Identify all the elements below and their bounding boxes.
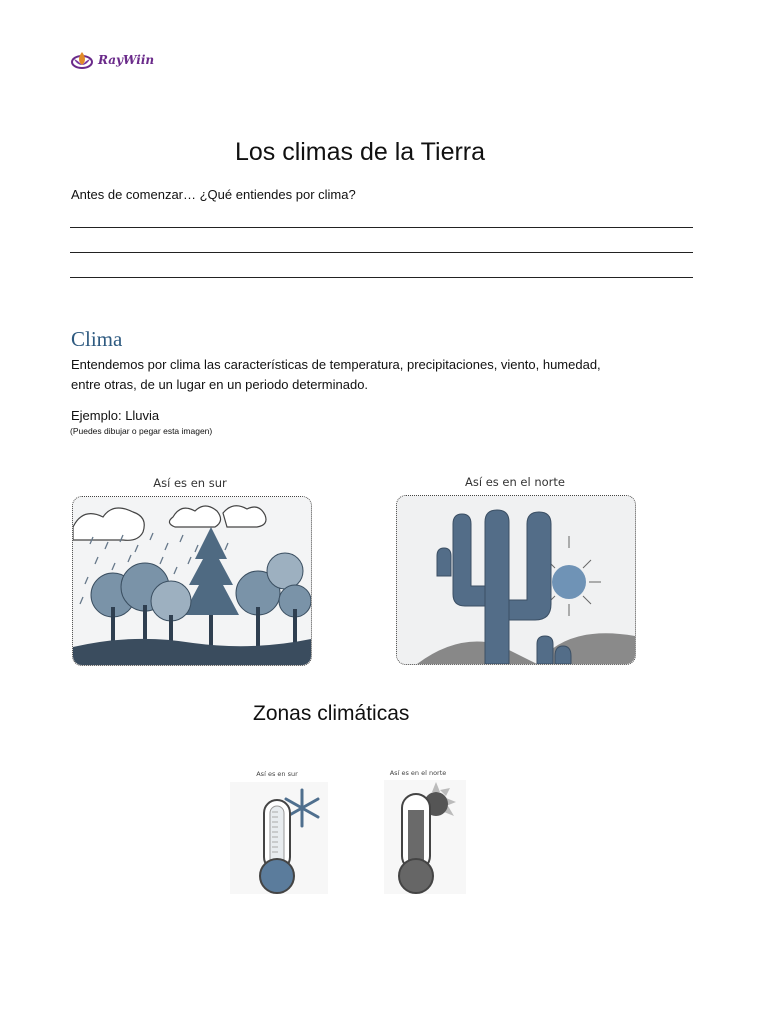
brand-logo	[70, 48, 154, 72]
desert-cactus-image	[397, 496, 635, 664]
intro-question: Antes de comenzar… ¿Qué entiendes por clima?	[71, 187, 356, 202]
answer-line[interactable]	[70, 227, 693, 228]
cold-thermometer-caption: Así es en sur	[256, 770, 298, 778]
answer-line[interactable]	[70, 252, 693, 253]
cold-thermometer-illustration	[230, 782, 328, 894]
section-heading-clima: Clima	[71, 327, 123, 351]
rain-forest-image	[73, 497, 311, 665]
hot-thermometer-illustration	[384, 780, 466, 894]
definition-line: entre otras, de un lugar en un periodo determinado.	[71, 377, 369, 392]
desert-cactus-illustration	[396, 495, 636, 665]
north-caption: Así es en el norte	[464, 475, 565, 489]
logo-text: RayWiin	[98, 53, 155, 67]
thermometer-sun-icon	[384, 780, 466, 894]
rain-forest-illustration	[72, 496, 312, 666]
example-label: Ejemplo: Lluvia	[71, 408, 160, 423]
drawing-note: (Puedes dibujar o pegar esta imagen)	[70, 426, 213, 436]
page-title: Los climas de la Tierra	[234, 138, 486, 166]
answer-line[interactable]	[70, 277, 693, 278]
definition-line: Entendemos por clima las características de temperatura, precipitaciones, viento, humedad,	[71, 357, 601, 372]
hot-thermometer-caption: Así es en el norte	[389, 769, 447, 777]
clima-definition	[71, 355, 701, 395]
lotus-icon	[70, 49, 94, 71]
south-caption: Así es en sur	[153, 476, 227, 490]
section-heading-zonas: Zonas climáticas	[253, 702, 410, 725]
thermometer-snowflake-icon	[230, 782, 328, 894]
